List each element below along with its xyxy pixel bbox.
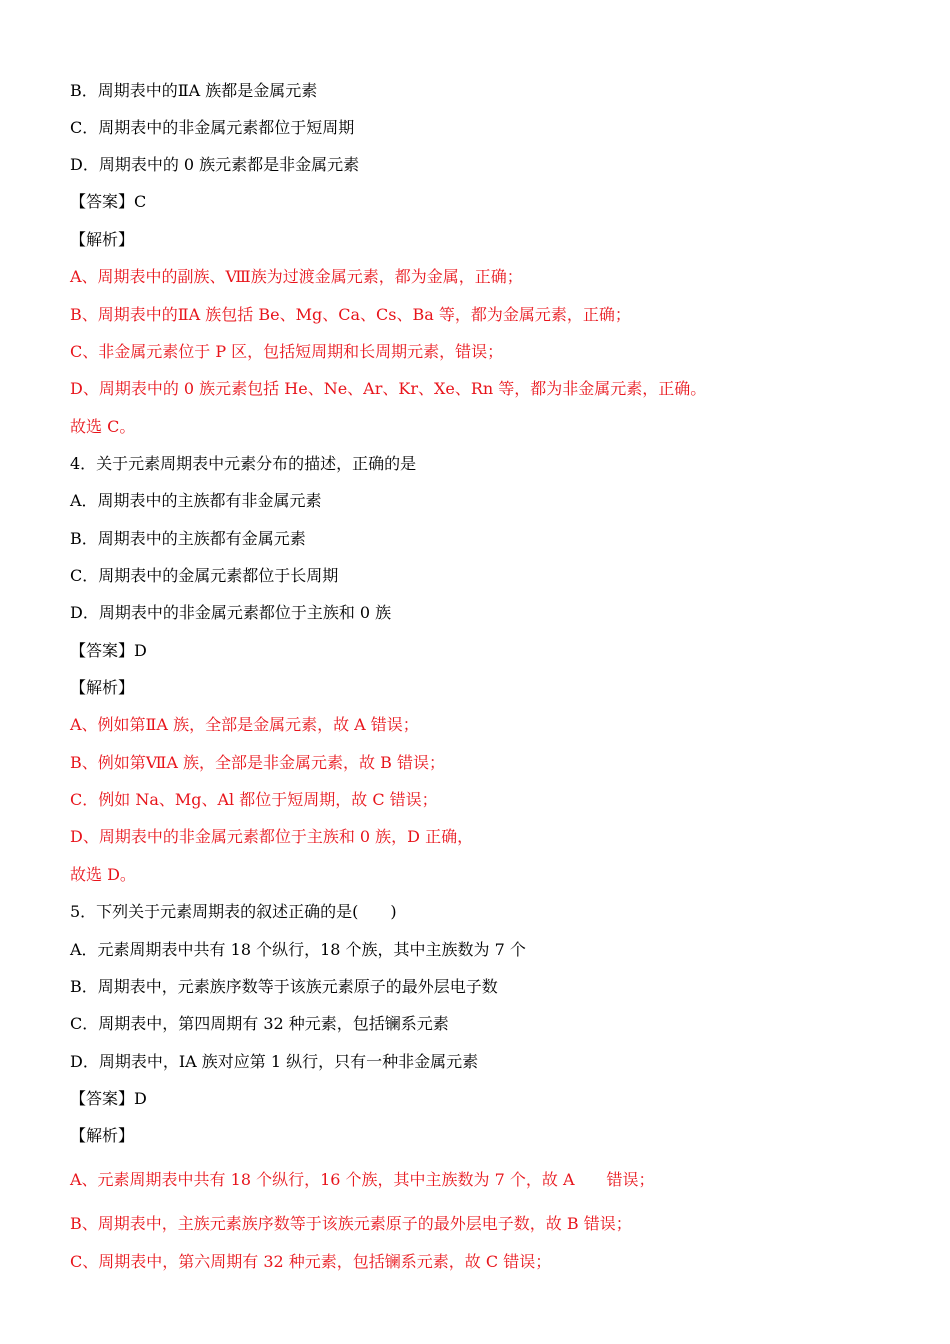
q3-option-d: D．周期表中的 0 族元素都是非金属元素 — [70, 155, 360, 174]
q4-analysis-line: B、例如第ⅦA 族，全部是非金属元素，故 B 错误； — [70, 753, 445, 772]
q4-analysis-label: 【解析】 — [70, 678, 135, 697]
q3-option-b: B．周期表中的ⅡA 族都是金属元素 — [70, 81, 318, 100]
q5-option-b: B．周期表中，元素族序数等于该族元素原子的最外层电子数 — [70, 977, 498, 996]
q5-stem: 5．下列关于元素周期表的叙述正确的是( ) — [70, 902, 397, 921]
q5-option-d: D．周期表中，ⅠA 族对应第 1 纵行，只有一种非金属元素 — [70, 1052, 479, 1071]
q5-answer: 【答案】D — [70, 1089, 147, 1108]
q5-analysis-line: A、元素周期表中共有 18 个纵行，16 个族，其中主族数为 7 个，故 A 错误； — [70, 1170, 655, 1189]
q3-analysis-conclusion: 故选 C。 — [70, 417, 136, 436]
q4-analysis-line: D、周期表中的非金属元素都位于主族和 0 族，D 正确， — [70, 827, 474, 846]
q3-analysis-line: C、非金属元素位于 P 区，包括短周期和长周期元素，错误； — [70, 342, 504, 361]
q4-analysis-line: C．例如 Na、Mg、Al 都位于短周期，故 C 错误； — [70, 790, 438, 809]
q3-answer: 【答案】C — [70, 192, 147, 211]
q3-analysis-line: A、周期表中的副族、Ⅷ族为过渡金属元素，都为金属，正确； — [70, 267, 523, 286]
q5-analysis-line: B、周期表中，主族元素族序数等于该族元素原子的最外层电子数，故 B 错误； — [70, 1214, 632, 1233]
q4-answer: 【答案】D — [70, 641, 147, 660]
q4-option-d: D．周期表中的非金属元素都位于主族和 0 族 — [70, 603, 392, 622]
q4-analysis-conclusion: 故选 D。 — [70, 865, 136, 884]
q3-analysis-line: D、周期表中的 0 族元素包括 He、Ne、Ar、Kr、Xe、Rn 等，都为非金属元素，正确。 — [70, 379, 707, 398]
q4-option-c: C．周期表中的金属元素都位于长周期 — [70, 566, 339, 585]
q4-option-a: A．周期表中的主族都有非金属元素 — [70, 491, 322, 510]
q4-stem: 4．关于元素周期表中元素分布的描述，正确的是 — [70, 454, 417, 473]
q3-analysis-line: B、周期表中的ⅡA 族包括 Be、Mg、Ca、Cs、Ba 等，都为金属元素，正确； — [70, 305, 631, 324]
q4-option-b: B．周期表中的主族都有金属元素 — [70, 529, 306, 548]
q4-analysis-line: A、例如第ⅡA 族，全部是金属元素，故 A 错误； — [70, 715, 419, 734]
q5-option-a: A．元素周期表中共有 18 个纵行，18 个族，其中主族数为 7 个 — [70, 940, 526, 959]
q5-analysis-line: C、周期表中，第六周期有 32 种元素，包括镧系元素，故 C 错误； — [70, 1252, 552, 1271]
q5-option-c: C．周期表中，第四周期有 32 种元素，包括镧系元素 — [70, 1014, 449, 1033]
q5-analysis-label: 【解析】 — [70, 1126, 135, 1145]
q3-analysis-label: 【解析】 — [70, 230, 135, 249]
q3-option-c: C．周期表中的非金属元素都位于短周期 — [70, 118, 355, 137]
